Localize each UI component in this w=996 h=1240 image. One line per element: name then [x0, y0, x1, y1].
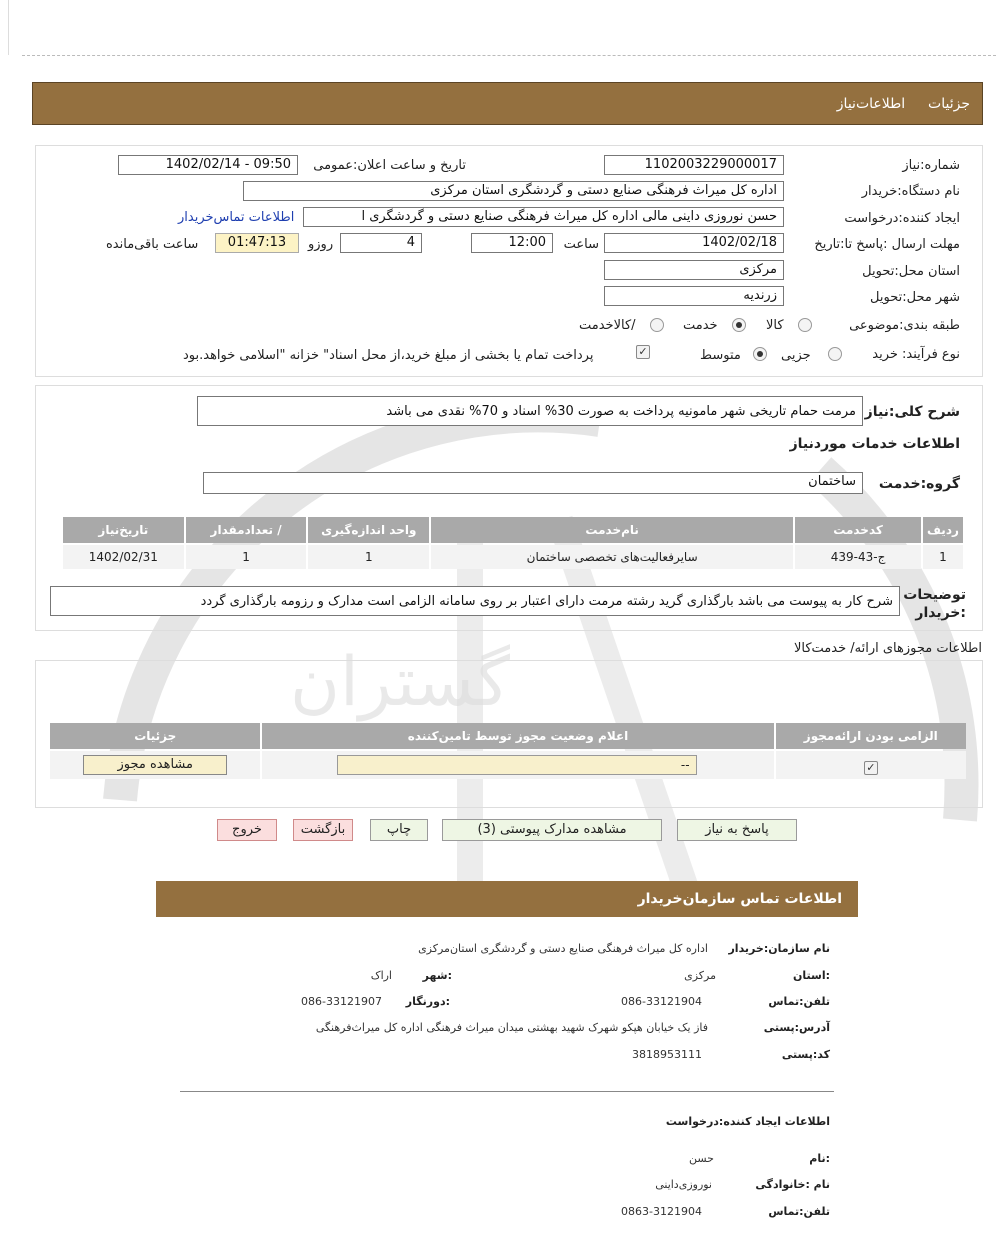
radio-goods-service-label: /کالاخدمت: [579, 318, 636, 333]
creator-name-value: حسن: [689, 1152, 714, 1165]
org-fax-label: :دورنگار: [405, 995, 450, 1008]
province-label: استان محل:تحویل: [862, 264, 960, 279]
org-name-label: نام سازمان:خریدار: [728, 942, 830, 955]
creator-contact-title: اطلاعات ایجاد کننده:درخواست: [665, 1115, 830, 1128]
cell-permit-status: [262, 751, 773, 779]
col-qty: / تعدادمقدار: [186, 517, 307, 543]
org-phone-label: تلفن:تماس: [768, 995, 830, 1008]
creator-family-value: نوروزی‌داینی: [655, 1178, 712, 1191]
radio-goods-service[interactable]: [650, 318, 664, 332]
services-table: [61, 515, 965, 571]
cell-name: سایرفعالیت‌های تخصصی ساختمان: [431, 545, 793, 569]
radio-medium[interactable]: [753, 347, 767, 361]
buyer-notes-field: شرح کار به پیوست می باشد بارگذاری گرید رشته مرمت دارای اعتبار بر روی سامانه الزامی است مدارک و رزومه بارگذاری گردد: [50, 586, 900, 616]
summary-label: شرح کلی:نیاز: [864, 404, 960, 420]
buyer-contact-link[interactable]: اطلاعات تماس‌خریدار: [178, 210, 295, 225]
org-phone-value: 086-33121904: [621, 995, 702, 1008]
payment-checkbox[interactable]: ✓: [636, 345, 650, 359]
cell-row: 1: [923, 545, 963, 569]
buyer-label: نام دستگاه:خریدار: [861, 184, 960, 199]
need-number-label: شماره:نیاز: [902, 158, 960, 173]
radio-service[interactable]: [732, 318, 746, 332]
creator-field: حسن نوروزی داینی مالی اداره کل میراث فرهنگی صنایع دستی و گردشگری ا: [303, 207, 784, 227]
radio-service-label: خدمت: [683, 318, 718, 333]
org-address-label: آدرس:پستی: [763, 1021, 830, 1034]
tab-need-info[interactable]: اطلاعات‌نیاز: [836, 96, 906, 112]
remaining-timer: 01:47:13: [215, 233, 299, 253]
org-city-value: اراک: [370, 969, 392, 982]
permits-table: [48, 721, 968, 781]
services-title: اطلاعات خدمات موردنیاز: [789, 436, 960, 452]
top-divider: [22, 55, 996, 56]
org-fax-value: 086-33121907: [301, 995, 382, 1008]
group-field: ساختمان: [203, 472, 863, 494]
radio-partial-label: جزیی: [781, 348, 811, 363]
permits-title: اطلاعات مجوزهای ارائه/ خدمت‌کالا: [793, 641, 982, 656]
buyer-notes-label: توضیحات :خریدار: [903, 587, 966, 621]
permit-required-checkbox[interactable]: ✓: [864, 761, 878, 775]
col-permit-required: الزامی بودن ارائه‌مجوز: [776, 723, 966, 749]
creator-label: ایجاد کننده:درخواست: [844, 211, 960, 226]
city-field: زرندیه: [604, 286, 784, 306]
org-name-value: اداره کل میراث فرهنگی صنایع دستی و گردشگری استان‌مرکزی: [418, 942, 708, 955]
page-edge: [8, 0, 9, 55]
deadline-date-field: 1402/02/18: [604, 233, 784, 253]
radio-goods-label: کالا: [766, 318, 784, 333]
cell-code: ج-43-439: [795, 545, 921, 569]
cell-qty: 1: [186, 545, 307, 569]
tab-details[interactable]: جزئیات: [928, 96, 970, 112]
services-table-header: [63, 517, 963, 543]
org-address-value: فاز یک خیابان هپکو شهرک شهید بهشتی میدان میراث فرهنگی اداره کل میراث‌فرهنگی: [315, 1021, 708, 1034]
back-button[interactable]: بازگشت: [293, 819, 353, 841]
radio-partial[interactable]: [828, 347, 842, 361]
org-province-value: مرکزی: [684, 969, 716, 982]
col-permit-status: اعلام وضعیت مجوز توسط تامین‌کننده: [262, 723, 773, 749]
creator-phone-label: تلفن:تماس: [768, 1205, 830, 1218]
city-label: شهر محل:تحویل: [870, 290, 960, 305]
group-label: گروه:خدمت: [878, 476, 960, 492]
exit-button[interactable]: خروج: [217, 819, 277, 841]
view-permit-button[interactable]: مشاهده مجوز: [83, 755, 227, 775]
watermark-text: گستران: [290, 643, 510, 722]
days-label: روزو: [308, 237, 334, 252]
col-permit-details: جزئیات: [50, 723, 260, 749]
payment-note: پرداخت تمام یا بخشی از مبلغ خرید،از محل اسناد" خزانه "اسلامی خواهد.بود: [183, 348, 594, 363]
cell-date: 1402/02/31: [63, 545, 184, 569]
org-postal-label: کد:پستی: [781, 1048, 830, 1061]
col-code: کدخدمت: [795, 517, 921, 543]
permit-status-field[interactable]: --: [337, 755, 697, 775]
radio-medium-label: متوسط: [700, 348, 741, 363]
org-city-label: :شهر: [422, 969, 452, 982]
deadline-label: مهلت ارسال :پاسخ تا:تاریخ: [814, 237, 960, 252]
need-number-field: 1102003229000017: [604, 155, 784, 175]
org-province-label: :استان: [793, 969, 830, 982]
cell-permit-details: [50, 751, 260, 779]
attachments-button[interactable]: مشاهده مدارک پیوستی (3): [442, 819, 662, 841]
category-label: طبقه بندی:موضوعی: [849, 318, 960, 333]
buyer-field: اداره کل میراث فرهنگی صنایع دستی و گردشگری استان مرکزی: [243, 181, 784, 201]
need-info-panel: [35, 145, 983, 377]
print-button[interactable]: چاپ: [370, 819, 428, 841]
process-label: نوع فرآیند: خرید: [872, 347, 960, 362]
org-contact-title: اطلاعات تماس سازمان‌خریدار: [156, 881, 858, 917]
creator-family-label: نام :خانوادگی: [755, 1178, 830, 1191]
summary-field: مرمت حمام تاریخی شهر مامونیه پرداخت به صورت 30% اسناد و 70% نقدی می باشد: [197, 396, 863, 426]
reply-button[interactable]: پاسخ به نیاز: [677, 819, 797, 841]
col-unit: واحد اندازه‌گیری: [308, 517, 429, 543]
cell-permit-required: [776, 751, 966, 779]
header-bar: [32, 82, 983, 125]
days-field: 4: [340, 233, 422, 253]
announce-field: 1402/02/14 - 09:50: [118, 155, 298, 175]
org-postal-value: 3818953111: [632, 1048, 702, 1061]
province-field: مرکزی: [604, 260, 784, 280]
cell-unit: 1: [308, 545, 429, 569]
creator-name-label: :نام: [809, 1152, 830, 1165]
table-row: [63, 545, 963, 569]
creator-phone-value: 0863-3121904: [621, 1205, 702, 1218]
col-row: ردیف: [923, 517, 963, 543]
radio-goods[interactable]: [798, 318, 812, 332]
deadline-time-field: 12:00: [471, 233, 553, 253]
col-date: تاریخ‌نیاز: [63, 517, 184, 543]
table-row: [50, 751, 966, 779]
col-name: نام‌خدمت: [431, 517, 793, 543]
announce-label: تاریخ و ساعت اعلان:عمومی: [313, 158, 466, 173]
deadline-time-label: ساعت: [563, 237, 599, 252]
permits-table-header: [50, 723, 966, 749]
contact-divider: [180, 1091, 834, 1092]
remaining-label: ساعت باقی‌مانده: [106, 237, 199, 252]
